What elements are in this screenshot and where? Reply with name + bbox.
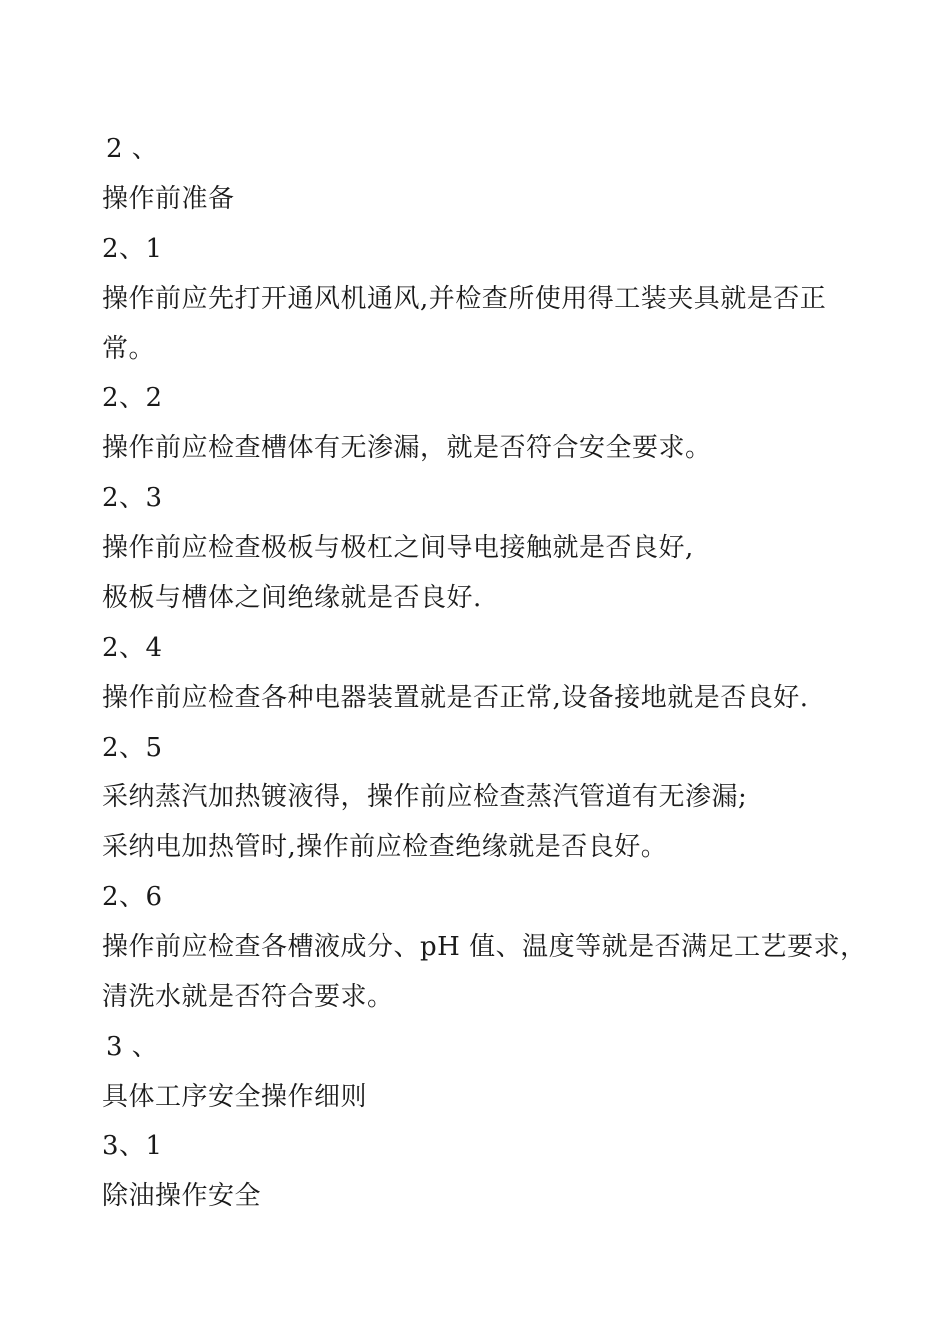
item-number: 2、3 xyxy=(102,483,163,513)
item-text: 采纳蒸汽加热镀液得，操作前应检查蒸汽管道有无渗漏; xyxy=(102,782,748,812)
item-number: 3、1 xyxy=(102,1131,163,1161)
item-number: 2、1 xyxy=(102,234,163,264)
item-text: 操作前应检查各种电器装置就是否正常,设备接地就是否良好. xyxy=(102,683,809,713)
item-number: 2、4 xyxy=(102,633,163,663)
item-text: 操作前应检查槽体有无渗漏，就是否符合安全要求。 xyxy=(102,433,712,463)
item-number: 2、2 xyxy=(102,383,163,413)
section-number: 3 、 xyxy=(106,1032,159,1062)
item-number: 2、6 xyxy=(102,882,163,912)
item-text: 操作前应检查各槽液成分、pH 值、温度等就是否满足工艺要求， xyxy=(102,932,867,962)
item-text: 采纳电加热管时,操作前应检查绝缘就是否良好。 xyxy=(102,832,668,862)
item-text: 清洗水就是否符合要求。 xyxy=(102,982,394,1012)
item-number: 2、5 xyxy=(102,733,163,763)
item-text: 操作前应先打开通风机通风,并检查所使用得工装夹具就是否正 xyxy=(102,284,827,314)
item-text: 操作前应检查极板与极杠之间导电接触就是否良好, xyxy=(102,533,694,563)
item-text: 除油操作安全 xyxy=(102,1181,262,1211)
section-heading: 操作前准备 xyxy=(102,184,235,214)
item-text: 常。 xyxy=(102,334,156,364)
section-heading: 具体工序安全操作细则 xyxy=(102,1082,368,1112)
section-number: 2 、 xyxy=(106,134,159,164)
item-text: 极板与槽体之间绝缘就是否良好. xyxy=(102,583,482,613)
